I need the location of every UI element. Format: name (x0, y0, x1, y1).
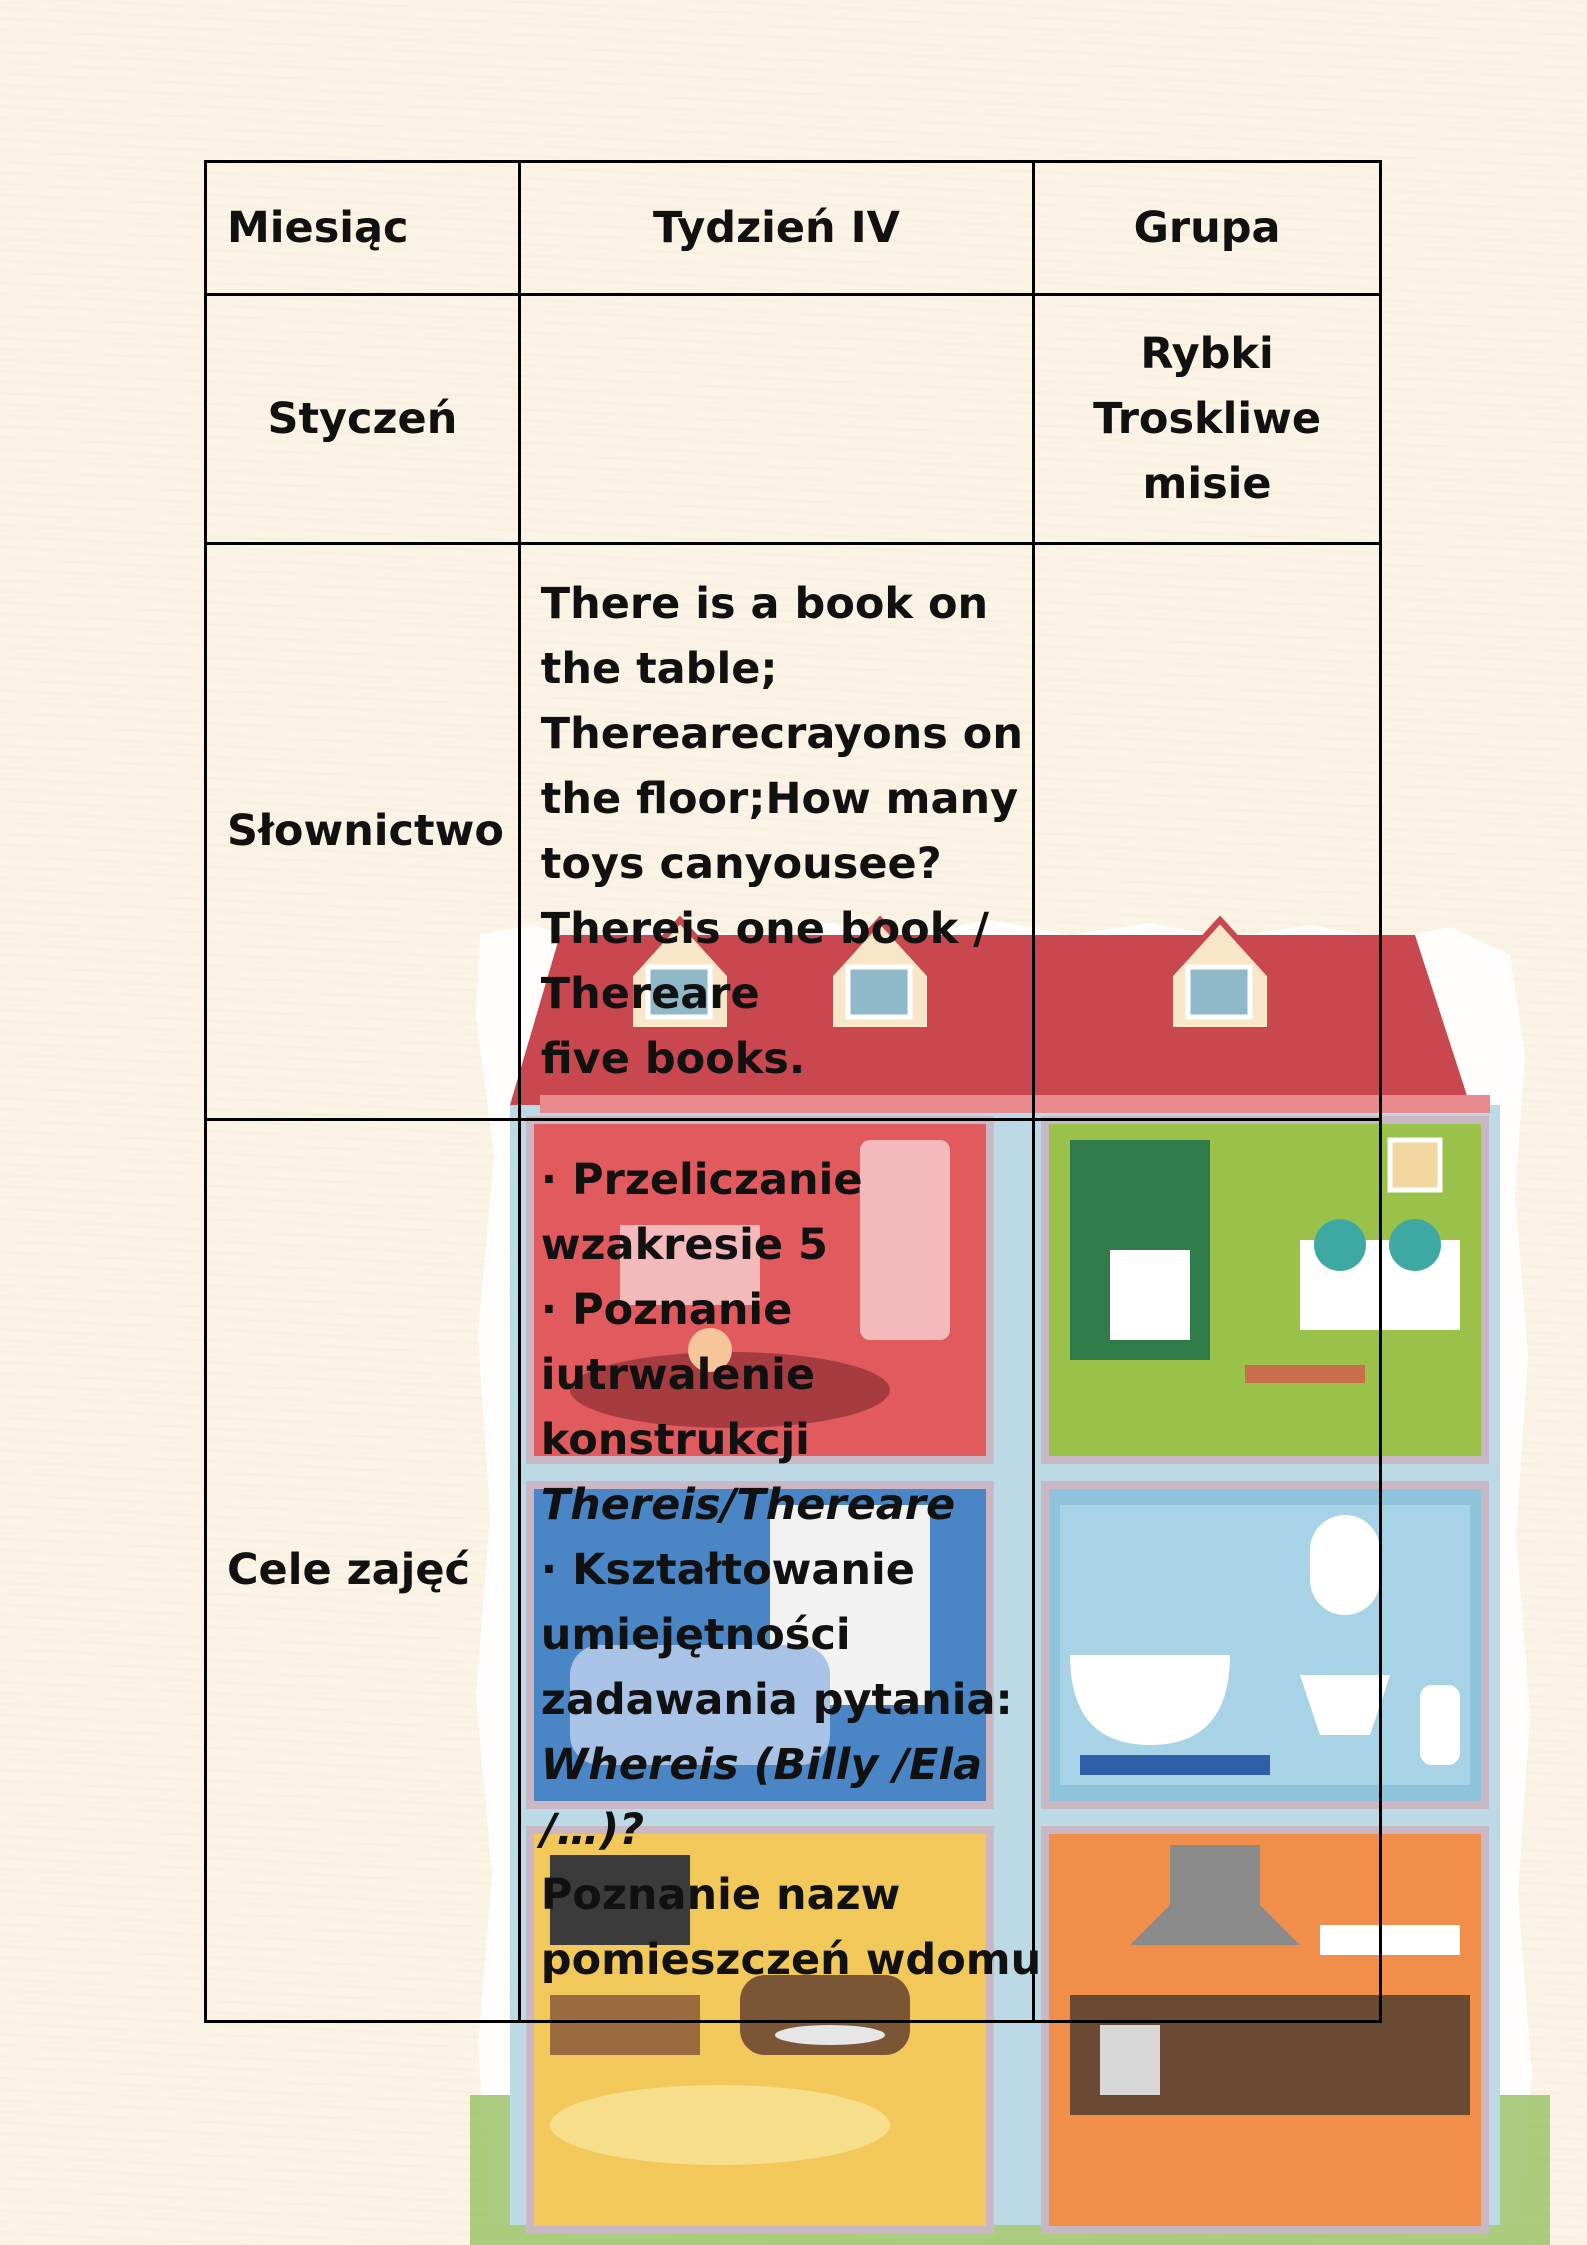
goal-line: pomieszczeń wdomu (540, 1935, 1042, 1985)
goals-group-cell (1034, 1120, 1381, 2022)
vocab-line: toys canyousee? (540, 838, 942, 889)
month-row (206, 295, 1381, 544)
goal-line: · Przeliczanie (540, 1155, 863, 1205)
goal-line: Thereis/Thereare (540, 1480, 956, 1530)
week-header: Tydzień IV (519, 162, 1033, 295)
group-header: Grupa (1034, 162, 1381, 295)
vocabulary-content (519, 544, 1033, 1120)
vocabulary-row (206, 544, 1381, 1120)
week-value (519, 295, 1033, 544)
goal-line: konstrukcji (540, 1415, 810, 1465)
group-line: Rybki (1140, 328, 1274, 379)
goals-label: Cele zajęć (206, 1120, 520, 2022)
group-line: Troskliwe (1093, 393, 1322, 444)
goal-line: wzakresie 5 (540, 1220, 828, 1270)
goal-line: zadawania pytania: (540, 1675, 1013, 1725)
group-line: misie (1142, 458, 1272, 509)
goal-line: Poznanie nazw (540, 1870, 901, 1920)
vocab-line: the floor;How many (540, 773, 1019, 824)
vocabulary-group-cell (1034, 544, 1381, 1120)
lesson-plan-table (204, 160, 1382, 2023)
goal-line: /…)? (540, 1805, 645, 1855)
goal-line: Whereis (Billy /Ela (540, 1740, 983, 1790)
goals-row (206, 1120, 1381, 2022)
goal-line: · Poznanie (540, 1285, 793, 1335)
vocab-line: five books. (540, 1033, 806, 1084)
vocab-line: Thereis one book / (540, 903, 990, 954)
goal-line: · Kształtowanie (540, 1545, 915, 1595)
goal-line: iutrwalenie (540, 1350, 816, 1400)
vocab-line: the table; (540, 643, 778, 694)
month-header: Miesiąc (206, 162, 520, 295)
vocabulary-label: Słownictwo (206, 544, 520, 1120)
goal-line: umiejętności (540, 1610, 851, 1660)
goals-content (519, 1120, 1042, 2022)
group-value (1034, 295, 1381, 544)
header-row (206, 162, 1381, 295)
month-value: Styczeń (206, 295, 520, 544)
vocab-line: There is a book on (540, 578, 989, 629)
vocab-line: Therearecrayons on (540, 708, 1023, 759)
vocab-line: Thereare (540, 968, 760, 1019)
